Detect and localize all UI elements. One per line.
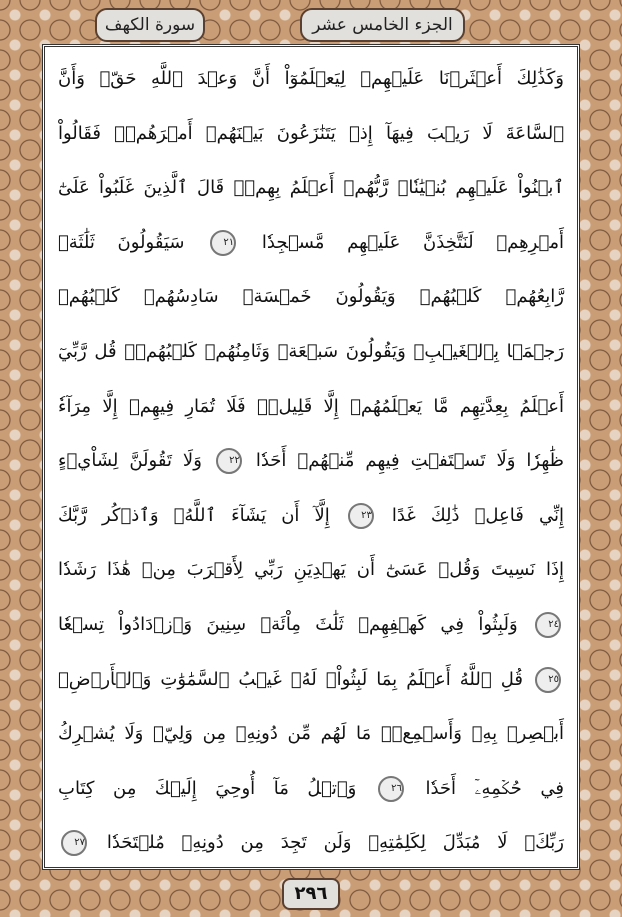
text-line [58,762,564,817]
verse-text: رَبِّكَۖ لَا مُبَدِّلَ لِكَلِمَٰتِهِۦ وَلَن تَجِدَ مِن دُونِهِۦ مُلۡتَحَدٗا [106,832,564,854]
juz-label [300,8,465,42]
verse-text: ٱلسَّاعَةَ لَا رَيۡبَ فِيهَآ إِذۡ يَتَنَٰزَعُونَ بَيۡنَهُمۡ أَمۡرَهُمۡۖ فَقَالُواْ [58,122,564,144]
text-line [58,216,564,271]
ayah-number-marker: ٢٧ [61,830,87,856]
surah-title: سورة الكهف [104,15,196,35]
verse-text: قُلِ ٱللَّهُ أَعۡلَمُ بِمَا لَبِثُواْۖ لَهُۥ غَيۡبُ ٱلسَّمَٰوَٰتِ وَٱلۡأَرۡضِۖ [58,668,523,690]
verse-text: فِي حُكۡمِهِۦٓ أَحَدٗا [425,777,564,799]
ayah-number-marker: ٢٣ [348,503,374,529]
verse-text: أَبۡصِرۡ بِهِۦ وَأَسۡمِعۡۚ مَا لَهُم مِّن دُونِهِۦ مِن وَلِيّٖ وَلَا يُشۡرِكُ [58,723,564,745]
text-line [58,653,564,708]
verse-text: إِذَا نَسِيتَ وَقُلۡ عَسَىٰٓ أَن يَهۡدِيَنِ رَبِّي لِأَقۡرَبَ مِنۡ هَٰذَا رَشَدٗا [58,559,564,581]
verse-text: أَمۡرِهِمۡ لَنَتَّخِذَنَّ عَلَيۡهِم مَّسۡجِدٗا [261,231,564,253]
ayah-number-marker: ٢٥ [535,667,561,693]
text-line [58,270,564,325]
page-number: ٢٩٦ [282,878,340,910]
verse-text: إِلَّآ أَن يَشَآءَ ٱللَّهُۚ وَٱذۡكُر رَّبَّكَ [58,504,330,526]
verse-text: رَجۡمَۢا بِٱلۡغَيۡبِۖ وَيَقُولُونَ سَبۡعَةٞ وَثَامِنُهُمۡ كَلۡبُهُمۡۚ قُل رَّبِّيٓ [58,340,564,362]
verse-text: ٱبۡنُواْ عَلَيۡهِم بُنۡيَٰنٗاۖ رَّبُّهُمۡ أَعۡلَمُ بِهِمۡۚ قَالَ ٱلَّذِينَ غَلَبُواْ عَلَىٰٓ [58,177,564,199]
text-line [58,707,564,762]
text-line [58,107,564,162]
verse-text: سَيَقُولُونَ ثَلَٰثَةٞ [58,231,185,253]
verse-text: وَٱتۡلُ مَآ أُوحِيَ إِلَيۡكَ مِن كِتَابِ [58,777,357,799]
ayah-number-marker: ٢١ [210,230,236,256]
text-line [58,434,564,489]
ayah-number-marker: ٢٢ [216,448,242,474]
text-line [58,598,564,653]
verse-text: وَلَبِثُواْ فِي كَهۡفِهِمۡ ثَلَٰثَ مِاْئَةٖ سِنِينَ وَٱزۡدَادُواْ تِسۡعٗا [58,613,518,635]
juz-title: الجزء الخامس عشر [312,15,453,35]
text-line [58,380,564,435]
verse-text: إِنِّي فَاعِلٞ ذَٰلِكَ غَدًا [391,504,564,526]
text-line [58,52,564,107]
text-line [58,161,564,216]
text-line [58,543,564,598]
text-line [58,489,564,544]
ayah-number-marker: ٢٦ [378,776,404,802]
verse-text: رَّابِعُهُمۡ كَلۡبُهُمۡ وَيَقُولُونَ خَمۡسَةٞ سَادِسُهُمۡ كَلۡبُهُمۡ [58,286,564,308]
text-line [58,816,564,871]
text-line [58,325,564,380]
verse-text: أَعۡلَمُ بِعِدَّتِهِم مَّا يَعۡلَمُهُمۡ إِلَّا قَلِيلٞۗ فَلَا تُمَارِ فِيهِمۡ إِلَّا مِرَآءٗ [58,395,564,417]
quran-text [58,52,564,871]
ayah-number-marker: ٢٤ [535,612,561,638]
verse-text: وَلَا تَقُولَنَّ لِشَاْيۡءٍ [58,450,202,472]
surah-label [95,8,205,42]
verse-text: ظَٰهِرٗا وَلَا تَسۡتَفۡتِ فِيهِم مِّنۡهُمۡ أَحَدٗا [255,450,564,472]
verse-text: وَكَذَٰلِكَ أَعۡثَرۡنَا عَلَيۡهِمۡ لِيَعۡلَمُوٓاْ أَنَّ وَعۡدَ ٱللَّهِ حَقّٞ وَأَنَّ [58,68,564,89]
